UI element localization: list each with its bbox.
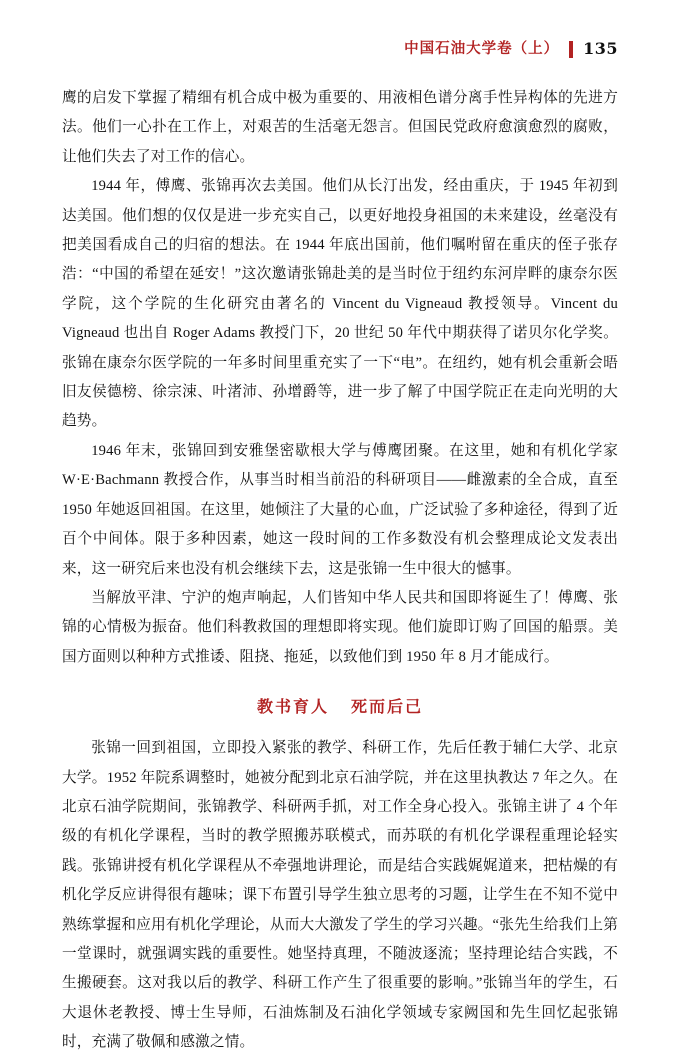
paragraph: 当解放平津、宁沪的炮声响起，人们皆知中华人民共和国即将诞生了！傅鹰、张锦的心情极为振奋。他们科教救国的理想即将实现。他们旋即订购了回国的船票。美国方面则以种种方式推诿、阻挠、拖延，以致他们到 1950 年 8 月才能成行。 (62, 589, 618, 665)
book-title: 中国石油大学卷（上） (404, 39, 560, 57)
paragraph: 1946 年末，张锦回到安雅堡密歇根大学与傅鹰团聚。在这里，她和有机化学家 W·E·Bachmann 教授合作，从事当时相当前沿的科研项目——雌激素的全合成，直至 1950 年她返回祖国。在这里，她倾注了大量的心血，广泛试验了多种途径，得到了近百个中间体。限于多种因素，她这一段时间的工作多数没有机会整理成论文发表出来，这一研究后来也没有机会继续下去，这是张锦一生中很大的憾事。 (62, 442, 618, 577)
paragraph-continuation: 鹰的启发下掌握了精细有机合成中极为重要的、用液相色谱分离手性异构体的先进方法。他们一心扑在工作上，对艰苦的生活毫无怨言。但国民党政府愈演愈烈的腐败，让他们失去了对工作的信心。 (62, 90, 618, 165)
section-heading (62, 690, 618, 724)
paragraph: 1944 年，傅鹰、张锦再次去美国。他们从长汀出发，经由重庆，于 1945 年初到达美国。他们想的仅仅是进一步充实自己，以更好地投身祖国的未来建设，丝毫没有把美国看成自己的归宿的想法。在 1944 年底出国前，他们嘱咐留在重庆的侄子张存浩：“中国的希望在延安！”这次邀请张锦赴美的是当时位于纽约东河岸畔的康奈尔医学院，这个学院的生化研究由著名的 Vincent du Vigneaud 教授领导。Vincent du Vigneaud 也出自 Roger Adams 教授门下，20 世纪 50 年代中期获得了诺贝尔化学奖。张锦在康奈尔医学院的一年多时间里重充实了一下“电”。在纽约，她有机会重新会晤旧友侯德榜、徐宗涑、叶渚沛、孙增爵等，进一步了解了中国学院正在走向光明的大趋势。 (62, 178, 618, 430)
page-number: 135 (583, 39, 618, 58)
header-divider-rule (569, 41, 573, 58)
running-header (404, 36, 618, 62)
section-heading-part-2: 死而后己 (351, 697, 424, 717)
paragraph: 张锦一回到祖国，立即投入紧张的教学、科研工作，先后任教于辅仁大学、北京大学。1952 年院系调整时，她被分配到北京石油学院，并在这里执教达 7 年之久。在北京石油学院期间，张锦教学、科研两手抓，对工作全身心投入。张锦主讲了 4 个年级的有机化学课程，当时的教学照搬苏联模式，而苏联的有机化学课程重理论轻实践。张锦讲授有机化学课程从不牵强地讲理论，而是结合实践娓娓道来，把枯燥的有机化学反应讲得很有趣味；课下布置引导学生独立思考的习题，让学生在不知不觉中熟练掌握和应用有机化学理论，从而大大激发了学生的学习兴趣。“张先生给我们上第一堂课时，就强调实践的重要性。她坚持真理，不随波逐流；坚持理论结合实践，不生搬硬套。这对我以后的教学、科研工作产生了很重要的影响。”张锦当年的学生，石大退休老教授、博士生导师，石油炼制及石油化学领域专家阙国和先生回忆起张锦时，充满了敬佩和感激之情。 (62, 740, 618, 1051)
section-heading-part-1: 教书育人 (256, 697, 329, 717)
page-content (62, 84, 618, 1058)
